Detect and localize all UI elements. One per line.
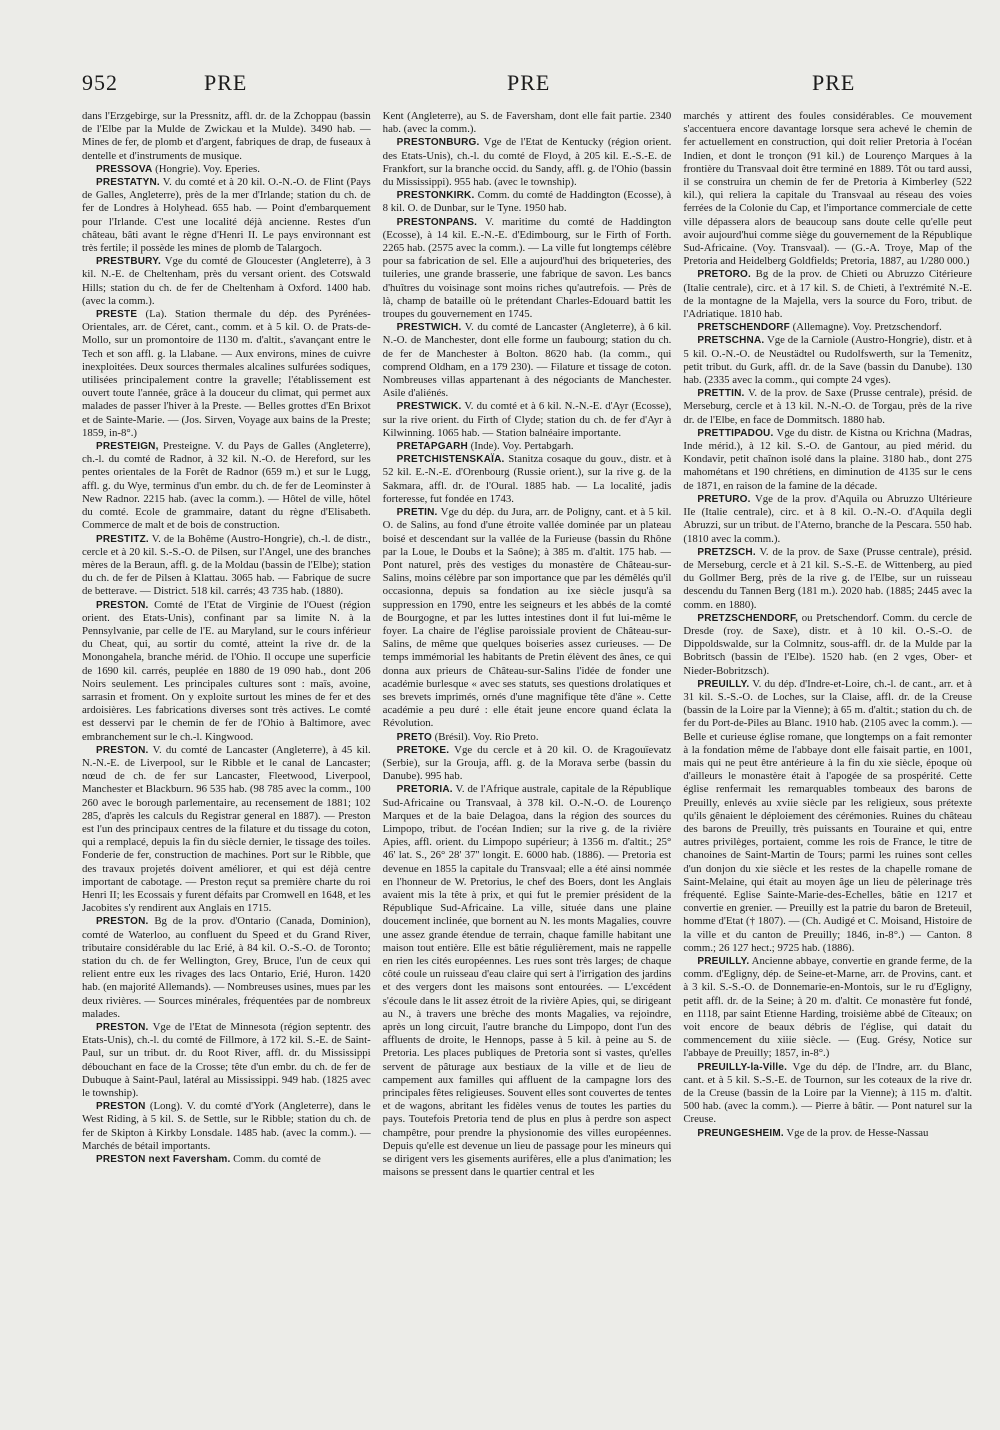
entry-text: V. du comté de Lancaster (Angleterre), à 6 kil. N.-O. de Manchester, dont elle forme un faubourg; station du ch. de fer de Manchester à Bolton. 8620 hab. (la comm., qui comprend Oldham, en a 179 230). — Filature et tissage de coton. Nombreuses villas appartenant à des négociants de Manchester. Asile d'aliénés. bbox=[382, 321, 672, 400]
entry-headword: PRETTIN. bbox=[697, 388, 745, 400]
entry-text: (Brésil). Voy. Rio Preto. bbox=[434, 730, 539, 743]
running-headword-left: PRE bbox=[204, 70, 248, 95]
entry-text: Bg de la prov. d'Ontario (Canada, Dominion), comté de Waterloo, au confluent du Speed et du Grand River, tributaire considérable du lac Erié, à 84 kil. O.-S.-O. de Toronto; station du ch. de fer Wellington, Grey, Bruce, l'un de ceux qui relient entre eux les rivages des lacs Ontario, Erié, Huron. 1420 hab. (en majorité Allemands). — Nombreuses usines, mues par les deux rivières. — Sources minérales, fréquentées par de nombreux malades. bbox=[82, 915, 371, 1020]
entry-text: Vge de l'Etat de Kentucky (région orient. des Etats-Unis), ch.-l. du comté de Floyd, à 205 kil. E.-S.-E. de Frankfort, sur la branche occid. du Sandy, affl. g. de l'Ohio (bassin du Mississippi). 955 hab. (avec le township). bbox=[382, 136, 672, 189]
entry-text: Vge du dép. de l'Indre, arr. du Blanc, cant. et à 5 kil. S.-S.-E. de Tournon, sur les coteaux de la rive dr. de la Creuse (bassin de la Loire par la Vienne); à 115 m. d'altit. 500 hab. (avec la comm.). — Pierre à bâtir. — Pont naturel sur la Creuse. bbox=[683, 1060, 973, 1126]
dictionary-entry bbox=[383, 744, 672, 784]
entry-headword: PRESTON next Faversham. bbox=[96, 1154, 231, 1166]
entry-text: (Hongrie). Voy. Eperies. bbox=[155, 162, 260, 175]
entry-headword: PRESTON. bbox=[96, 599, 149, 611]
entry-headword: PREUNGESHEIM. bbox=[697, 1127, 784, 1139]
entry-text: Vge de l'Etat de Minnesota (région septentr. des Etats-Unis), ch.-l. du comté de Fillmore, à 172 kil. S.-E. de Saint-Paul, sur un tribut. dr. du Root River, affl. dr. du Mississippi débouchant en face de la Crosse; tête d'un embr. du ch. de fer de Dubuque à Saint-Paul, latéral au Mississippi. 949 hab. (1825 avec le township). bbox=[82, 1021, 371, 1100]
page-number: 952 bbox=[82, 70, 118, 95]
entry-text: V. du comté et à 20 kil. O.-N.-O. de Flint (Pays de Galles, Angleterre), près de la mer d'Irlande; station du ch. de fer de Londres à Holyhead. 655 hab. — Point d'embarquement pour l'Irlande. C'est une localité déjà ancienne. Restes d'un château, bâti avant le règne d'Henri II. Le pays environnant est très fertile; il possède les mines de plomb de Talargoch. bbox=[82, 176, 371, 255]
dictionary-entry bbox=[383, 440, 672, 453]
entry-headword: PRESTONBURG. bbox=[396, 137, 480, 149]
entry-headword: PRETAPGARH bbox=[396, 441, 468, 453]
entry-text: (La). Station thermale du dép. des Pyrénées-Orientales, arr. de Céret, cant., comm. et à 5 kil. O. de Prats-de-Mollo, sur un promontoire de 1130 m. d'altit., s'avançant entre le Tech et son affl. g. la Llabane. — Aux environs, mines de cuivre inexploitées. Deux sources thermales alcalines sulfurées sodiques, utilisées principalement contre la gravelle; l'établissement est ouvert toute l'année, grâce à la douceur du climat, qui permet aux malades de passer l'hiver à la Preste. — Belles grottes d'En Brixot et de Sainte-Marie. — (Jos. Sirven, Voyage aux bains de la Preste; 1859, in-8°.) bbox=[82, 308, 371, 439]
entry-text: V. du comté et à 6 kil. N.-N.-E. d'Ayr (Ecosse), sur la rive orient. du Firth of Clyde; station du ch. de fer d'Ayr à Kilwinning. 1065 hab. — Station balnéaire importante. bbox=[382, 400, 672, 439]
dictionary-entry bbox=[82, 744, 371, 916]
entry-headword: PRESSOVA bbox=[96, 163, 153, 175]
entry-headword: PRESTON. bbox=[96, 744, 149, 756]
entry-text: (Inde). Voy. Pertabgarh. bbox=[470, 440, 574, 453]
dictionary-entry bbox=[383, 731, 672, 744]
entry-text: Vge du distr. de Kistna ou Krichna (Madras, Inde mérid.), à 12 kil. S.-O. de Gantour, au pied mérid. du Kondavir, petit chaînon isolé dans la plaine. 3180 hab., dont 275 mahométans et 190 chrétiens, en diminution de 4135 sur le cens de 1871, en raison de la famine de la décade. bbox=[683, 426, 973, 492]
dictionary-entry bbox=[383, 189, 672, 215]
entry-headword: PRESTON. bbox=[96, 1022, 149, 1034]
dictionary-entry bbox=[683, 546, 972, 612]
entry-headword: PRESTONPANS. bbox=[396, 216, 478, 228]
dictionary-entry bbox=[82, 110, 371, 163]
entry-text: Bg de la prov. de Chieti ou Abruzzo Citérieure (Italie centrale), circ. et à 17 kil. S. de Chieti, à l'extrémité N.-E. de la montagne de la Majella, vers la source du Foro, tribut. de l'Adriatique. 1810 hab. bbox=[683, 268, 973, 321]
entry-text: Ancienne abbaye, convertie en grande ferme, de la comm. d'Egligny, dép. de Seine-et-Marne, arr. de Provins, cant. et à 3 kil. S.-S.-O. de Donnemarie-en-Montois, sur le ru d'Egligny, petit affl. dr. de la Seine; à 20 m. d'altit. Ce monastère fut fondé, en 1118, par saint Etienne Harding, troisième abbé de Cîteaux; on voit encore de beaux débris de l'église, qui datait du commencement du xiiie siècle. — (Eug. Grésy, Notice sur l'abbaye de Preuilly; 1857, in-8°.) bbox=[683, 955, 973, 1060]
entry-headword: PRESTITZ. bbox=[96, 533, 149, 545]
dictionary-entry bbox=[82, 1153, 371, 1166]
dictionary-entry bbox=[82, 440, 371, 532]
entry-headword: PRETTIPADOU. bbox=[697, 427, 774, 439]
dictionary-entry bbox=[683, 1061, 972, 1127]
entry-text: Vge du cercle et à 20 kil. O. de Kragouïevatz (Serbie), sur la Grouja, affl. g. de la Morava serbe (bassin du Danube). 995 hab. bbox=[382, 743, 672, 783]
dictionary-entry bbox=[683, 110, 972, 268]
entry-text: V. du comté de Lancaster (Angleterre), à 45 kil. N.-N.-E. de Liverpool, sur le Ribble et le canal de Lancaster; nœud de ch. de fer sur Lancaster, Fleetwood, Liverpool, Manchester et Blackburn. 96 535 hab. (98 785 avec la comm., 100 260 avec le borough parlementaire, au recensement de 1881; 102 285, d'après les calculs du Registrar general en 1887). — Preston est l'un des principaux centres de la filature et du tissage du coton, qui a remplacé, depuis la fin du siècle dernier, le tissage des toiles. Fonderie de fer, construction de machines. Port sur le Ribble, que des travaux projetés doivent améliorer, et qui est déjà centre important de cabotage. — Preston reçut sa première charte du roi Henri II; les Ecossais y furent défaits par Cromwell en 1648, et les Jacobites s'y rendirent aux Anglais en 1715. bbox=[82, 743, 371, 915]
entry-text: V. de la prov. de Saxe (Prusse centrale), présid. de Merseburg, cercle et à 21 kil. S.-S.-E. de Wittenberg, au pied du Gollmer Berg, près de la rive g. de l'Elbe, sur un ruisseau descendu du Tannen Berg (181 m.). 2020 hab. (1885; 2445 avec la comm. en 1880). bbox=[683, 545, 973, 611]
entry-text: Comm. du comté de bbox=[233, 1153, 321, 1166]
entry-text: V. de l'Afrique australe, capitale de la République Sud-Africaine ou Transvaal, à 378 kil. O.-N.-O. de Lourenço Marques et de la baie Delagoa, dans la région des sources du Limpopo, tribut. de l'océan Indien; sur la rive g. de la rivière Apies, affl. orient. du Limpopo supérieur; à 1356 m. d'altit.; 25° 46' lat. S., 26° 28' 37'' longit. E. 6000 hab. (1886). — Pretoria est devenue en 1855 la capitale du Transvaal; elle a été ainsi nommée en l'honneur de W. Pretorius, le chef des Boers, dont les Anglais avaient mis la tête à prix, et qui fut le premier président de la République Sud-Africaine. La ville, située dans une plaine doucement inclinée, que bornent au N. les monts Magalies, couvre une assez grande étendue de terrain, chaque famille habitant une maison tout entière. Elle est bâtie régulièrement, mais ne rappelle en rien les cités européennes. Les rues sont très larges; de chaque côté coule un ruisseau d'eau claire qui sert à l'irrigation des jardins et des vergers dont les maisons sont entourées. — L'excédent s'écoule dans le lit assez étroit de la rivière Apies, qui, se dirigeant au N., à travers une brèche des monts Magalies, va rejoindre, après un long circuit, l'autre branche du Limpopo, dont l'un des affluents de droite, le Hennops, passe à 5 kil. à peine au S. de Pretoria. Les places publiques de Pretoria sont si vastes, qu'elles servent de pâturage aux bestiaux de la ville et de lieu de campement aux familles qui affluent de la campagne lors des principales fêtes religieuses. Souvent elles sont couvertes de tentes et de wagons, abritant les fidèles venus de toutes les parties du pays. Toutefois Pretoria tend de plus en plus à perdre son aspect champêtre, pour prendre la physionomie des villes européennes. Depuis qu'elle est devenue un lieu de passage pour les mineurs qui se dirigent vers les gisements aurifères, elle a plus d'animation; les maisons se pressent dans le quartier central et les bbox=[382, 783, 672, 1179]
entry-headword: PRETCHISTENSKAÏA. bbox=[396, 454, 505, 466]
dictionary-entry bbox=[383, 216, 672, 322]
entry-text: dans l'Erzgebirge, sur la Pressnitz, affl. dr. de la Zchoppau (bassin de l'Elbe par la Mulde de Zwickau et la Mulde). 3490 hab. — Mines de fer, de plomb et d'argent, fabriques de drap, de fuseaux à dentelle et d'instruments de musique. bbox=[82, 110, 371, 162]
entry-text: V. du dép. d'Indre-et-Loire, ch.-l. de cant., arr. et à 31 kil. S.-S.-O. de Loches, sur la Claise, affl. dr. de la Creuse (bassin de la Loire par la Vienne); à 65 m. d'altit.; station du ch. de fer du Port-de-Piles au Blanc. 1910 hab. (2105 avec la comm.). — Belle et curieuse église romane, que longtemps on a fait remonter à la fondation même de l'abbaye dont elle faisait partie, en 1001, mais qui ne peut être antérieure à la fin du xie siècle, époque où d'ailleurs le monastère était à l'apogée de sa prospérité. Cette église renfermait les remarquables tombeaux des barons de Preuilly, enlevés au xviie siècle par les religieux, sous prétexte qu'ils gênaient le déploiement des cérémonies. Ruines du château des barons de Preuilly, très puissants en Touraine et qui, entre autres privilèges, portaient, comme les rois de France, le titre de chanoines de Saint-Martin de Tours; parmi les ruines sont celles d'un donjon du xie siècle et les restes de la chapelle romane de Saint-Melaine, qui était au moyen âge un lieu de pèlerinage très fréquenté. Eglise Sainte-Marie-des-Echelles, bâtie en 1217 et convertie en grenier. — Preuilly est la patrie du baron de Breteuil, homme d'Etat († 1807). — (Ch. Audigé et C. Moisand, Histoire de la ville et du canton de Preuilly; 1846, in-8°.) — Canton. 8 comm.; 26 127 hect.; 9725 hab. (1886). bbox=[683, 677, 973, 954]
entry-text: Kent (Angleterre), au S. de Faversham, dont elle fait partie. 2340 hab. (avec la comm.). bbox=[382, 110, 672, 136]
entry-headword: PRESTON bbox=[96, 1101, 146, 1113]
dictionary-entry bbox=[683, 268, 972, 321]
dictionary-entry bbox=[383, 506, 672, 730]
entry-headword: PRETURO. bbox=[697, 493, 751, 505]
entry-headword: PRETOKE. bbox=[396, 744, 450, 756]
entry-text: V. maritime du comté de Haddington (Ecosse), à 14 kil. E.-N.-E. d'Edimbourg, sur le Firth of Forth. 2265 hab. (2575 avec la comm.). — La ville fut longtemps célèbre pour sa fabrication de sel. Elle a aujourd'hui des briqueteries, des tuileries, une grande brasserie, une fabrique de savon. Les bancs d'huîtres du voisinage sont moins riches qu'autrefois. — Près de là, champ de bataille où le prétendant Charles-Edouard battit les troupes du gouvernement en 1745. bbox=[382, 215, 672, 321]
running-headword-right: PRE bbox=[812, 70, 856, 95]
entry-text: Vge du dép. du Jura, arr. de Poligny, cant. et à 5 kil. O. de Salins, au fond d'une étroite vallée dominée par un plateau boisé et descendant sur la vallée de la Furieuse (bassin du Rhône par la Loue, le Doubs et la Saône); à 385 m. d'altit. 175 hab. — Pont naturel, près des vestiges du monastère de Château-sur-Salins, moins célèbre par son importance que par les démêlés qu'il occasionna, depuis sa fondation au ixe siècle jusqu'à sa suppression en 1790, entre les seigneurs et les abbés de la comté de Bourgogne, et par les luttes intestines dont il fut lui-même le foyer. La chaire de l'église paroissiale provient de Château-sur-Salins, de même que quelques boiseries assez curieuses. — De temps immémorial les habitants de Pretin élèvent des ânes, ce qui donna aux prieurs de Château-sur-Salins l'idée de fonder une académie burlesque « avec ses statuts, ses questions drolatiques et ses brevets imprimés, ornés d'une magnifique tête d'âne ». Cette académie a peu duré : elle était jeune encore quand éclata la Révolution. bbox=[382, 506, 672, 730]
dictionary-entry bbox=[683, 493, 972, 546]
entry-text: Vge de la prov. de Hesse-Nassau bbox=[786, 1126, 929, 1139]
dictionary-entry bbox=[82, 915, 371, 1021]
entry-headword: PRETORO. bbox=[697, 269, 751, 281]
entry-text: Stanitza cosaque du gouv., distr. et à 52 kil. E.-N.-E. d'Orenbourg (Russie orient.), sur la rive g. de la Sakmara, affl. dr. de l'Oural. 1885 hab. — La localité, jadis forteresse, fut fondée en 1743. bbox=[382, 453, 672, 505]
dictionary-entry bbox=[683, 612, 972, 678]
entry-headword: PRETZSCH. bbox=[697, 546, 756, 558]
dictionary-entry bbox=[683, 427, 972, 493]
entry-headword: PRESTON. bbox=[96, 916, 149, 928]
entry-headword: PRETO bbox=[396, 731, 432, 743]
dictionary-entry bbox=[82, 1021, 371, 1100]
dictionary-entry bbox=[683, 334, 972, 387]
dictionary-entry bbox=[383, 136, 672, 189]
dictionary-entry bbox=[82, 163, 371, 176]
dictionary-entry bbox=[82, 255, 371, 308]
column-3 bbox=[683, 110, 972, 1410]
entry-headword: PREUILLY. bbox=[697, 956, 750, 967]
entry-text: V. de la prov. de Saxe (Prusse centrale), présid. de Merseburg, cercle et à 13 kil. N.-N.-O. de Torgau, près de la rive dr. de l'Elbe, en face de Dommitsch. 1880 hab. bbox=[683, 387, 973, 426]
entry-headword: PREUILLY. bbox=[697, 678, 750, 690]
dictionary-entry bbox=[683, 955, 972, 1061]
dictionary-entry bbox=[383, 400, 672, 440]
dictionary-entry bbox=[82, 176, 371, 255]
entry-text: Vge de la Carniole (Austro-Hongrie), distr. et à 5 kil. O.-N.-O. de Neustädtel ou Rudolfswerth, sur la Temenitz, petit tribut. du Gurk, affl. dr. de la Save (bassin du Danube). 130 hab. (2335 avec la comm., qui compte 24 vges). bbox=[683, 334, 973, 387]
dictionary-entry bbox=[683, 1127, 972, 1140]
dictionary-entry bbox=[82, 308, 371, 440]
column-1 bbox=[82, 110, 371, 1410]
entry-headword: PRESTE bbox=[96, 309, 138, 321]
entry-headword: PRETIN. bbox=[396, 507, 438, 519]
entry-headword: PRETSCHNA. bbox=[697, 335, 765, 347]
dictionary-entry bbox=[383, 321, 672, 400]
entry-text: Comté de l'Etat de Virginie de l'Ouest (région orient. des Etats-Unis), confinant par sa limite N. à la Pennsylvanie, par celle de l'E. au Maryland, sur le cours inférieur du Cheat, qui, au sortir du comté, atteint la rive dr. de la Monongahela, branche mérid. de l'Ohio. Il occupe une superficie de 1690 kil. carrés, peuplée en 1880 de 19 090 hab., dont 206 Noirs seulement. Les principales cultures sont : maïs, avoine, sarrasin et froment. On y exploite surtout les mines de fer et des ardoisières. Les fabrications diverses sont très actives. Le comté est desservi par le chemin de fer de l'Ohio à Baltimore, avec embranchement sur le ch.-l. Kingwood. bbox=[82, 598, 371, 743]
dictionary-entry bbox=[383, 110, 672, 136]
entry-text: Presteigne. V. du Pays de Galles (Angleterre), ch.-l. du comté de Radnor, à 32 kil. N.-O. de Hereford, sur les pentes orientales de la Forêt de Radnor (659 m.) et sur le Lugg, affl. g. du Wye, terminus d'un embr. du ch. de fer de Leominster à New Radnor. 2215 hab. (avec la comm.). — Hôtel de ville, hôtel du comté. Ecole de grammaire, datant du règne d'Elisabeth. Commerce de malt et de bois de construction. bbox=[82, 440, 371, 532]
entry-headword: PRESTBURY. bbox=[96, 256, 161, 268]
entry-text: marchés y attirent des foules considérables. Ce mouvement s'accentuera encore davantage lorsque sera achevé le chemin de fer actuellement en construction, qui doit relier Pretoria à l'océan Indien, et dont le tronçon (91 kil.) de Lourenço Marques à la frontière du Transvaal doit être terminé en 1889. Tôt ou tard aussi, il se construira un chemin de fer de Pretoria à Kimberley (522 kil.), qui reliera la capitale du Transvaal au réseau des voies ferrées de la Colonie du Cap, et l'importance commerciale de cette ville dépassera alors de beaucoup sans doute celle qu'elle peut avoir aujourd'hui comme siège du gouvernement de la République Sud-Africaine. (Voy. Transvaal). — (G.-A. Troye, Map of the Pretoria and Heidelberg Goldfields; Pretoria, 1887, au 1/280 000.) bbox=[683, 110, 973, 268]
entry-headword: PRETORIA. bbox=[396, 784, 453, 796]
entry-text: Vge de la prov. d'Aquila ou Abruzzo Ultérieure IIe (Italie centrale), circ. et à 8 kil. O.-N.-O. d'Aquila degli Abruzzi, sur un tribut. de l'Aterno, branche de la Pescara. 550 hab. (1810 avec la comm.). bbox=[683, 492, 973, 545]
dictionary-entry bbox=[82, 1100, 371, 1153]
entry-text: Vge du comté de Gloucester (Angleterre), à 3 kil. N.-E. de Cheltenham, près du versant orient. des Cotswald Hills; station du ch. de fer de Cheltenham à Oxford. 1400 hab. (avec la comm.). bbox=[82, 255, 371, 307]
dictionary-entry bbox=[683, 321, 972, 334]
entry-headword: PRESTATYN. bbox=[96, 177, 160, 189]
entry-headword: PRESTWICK. bbox=[396, 401, 462, 413]
entry-text: (Allemagne). Voy. Pretzschendorf. bbox=[792, 321, 942, 334]
dictionary-entry bbox=[82, 599, 371, 744]
entry-text: (Long). V. du comté d'York (Angleterre), dans le West Riding, à 5 kil. S. de Settle, sur le Ribble; station du ch. de fer de Skipton à Kirkby Lonsdale. 1485 hab. (avec la comm.). — Marchés de bétail importants. bbox=[82, 1100, 371, 1152]
entry-headword: PRETSCHENDORF bbox=[697, 322, 790, 334]
dictionary-entry bbox=[683, 387, 972, 427]
dictionary-entry bbox=[683, 678, 972, 955]
entry-text: V. de la Bohême (Austro-Hongrie), ch.-l. de distr., cercle et à 20 kil. S.-S.-O. de Pilsen, sur l'Angel, une des branches mères de la Beraun, affl. g. de la Moldau (bassin de l'Elbe); station du ch. de fer de Pilsen à Klattau. 3065 hab. — Fabrique de sucre de betterave. — District. 518 kil. carrés; 43 735 hab. (1880). bbox=[82, 532, 371, 598]
page-header bbox=[82, 62, 972, 102]
entry-headword: PRESTEIGN, bbox=[96, 441, 159, 453]
dictionary-entry bbox=[82, 533, 371, 599]
entry-headword: PRESTONKIRK. bbox=[396, 190, 475, 202]
dictionary-entry bbox=[383, 783, 672, 1179]
column-2 bbox=[383, 110, 672, 1410]
text-columns bbox=[82, 110, 972, 1410]
entry-text: Comm. du comté de Haddington (Ecosse), à 8 kil. O. de Dunbar, sur le Tyne. 1950 hab. bbox=[382, 189, 672, 215]
running-headword-center: PRE bbox=[507, 70, 551, 95]
entry-headword: PRETZSCHENDORF, bbox=[697, 612, 799, 624]
dictionary-entry bbox=[383, 453, 672, 506]
entry-text: ou Pretschendorf. Comm. du cercle de Dresde (roy. de Saxe), distr. et à 10 kil. O.-S.-O. de Dippoldswalde, sur la Colmnitz, sous-affl. dr. de la Mulde par la Bobritsch (bassin de l'Elbe). 1520 hab. (en 2 vges, Ober- et Nieder-Bobritzsch). bbox=[683, 611, 973, 677]
entry-headword: PREUILLY-la-Ville. bbox=[697, 1061, 788, 1073]
entry-headword: PRESTWICH. bbox=[396, 322, 462, 334]
